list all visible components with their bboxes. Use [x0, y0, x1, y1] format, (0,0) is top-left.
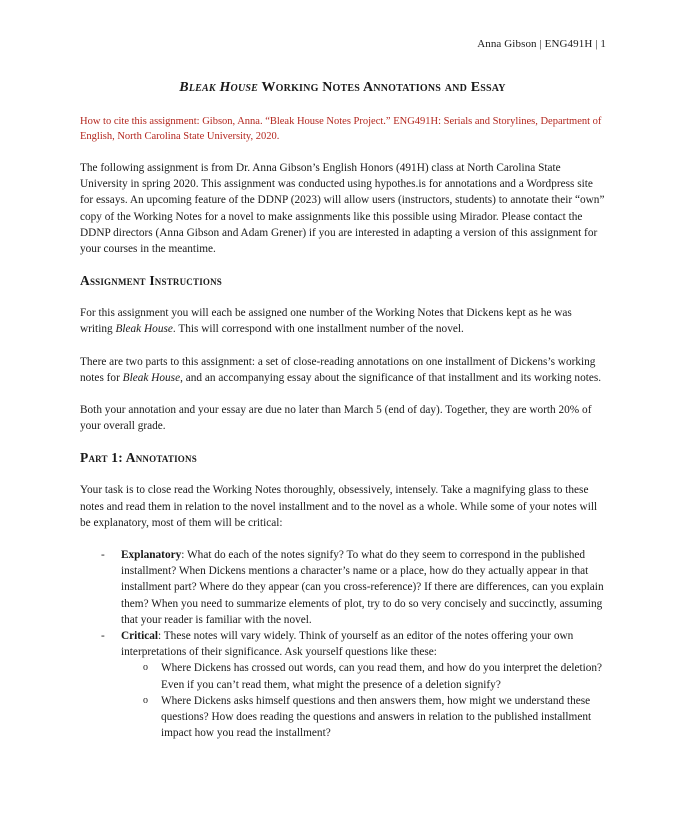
list-item-critical: [80, 628, 605, 741]
section-heading-annotations: Part 1: Annotations: [80, 450, 197, 466]
sub-list-item: [121, 660, 605, 692]
dash-bullet: -: [101, 549, 105, 562]
sub-list-item: [121, 693, 605, 742]
citation-note: How to cite this assignment: Gibson, Anna. “Bleak House Notes Project.” ENG491H: Serials and Storylines, Department of English, North Carolina State University, 2020.: [80, 116, 602, 142]
term-description: : What do each of the notes signify? To what do they seem to correspond in the published installment? When Dickens mentions a character’s name or a place, how do they actually appear in that installment part? Where do they appear (can you cross-reference)? If there are differences, can you explain them? When you need to summarize elements of plot, try to do so very concisely and succinctly, assuming that your reader is familiar with the novel.: [121, 549, 604, 626]
text-run: There are two parts to this assignment: a set of close-reading annotations on one installment of Dickens’s working notes for: [80, 355, 596, 384]
title-rest: Working Notes Annotations and Essay: [258, 80, 506, 95]
instructions-paragraph-3: Both your annotation and your essay are due no later than March 5 (end of day). Together, they are worth 20% of your overall grade.: [80, 404, 592, 433]
instructions-paragraph-1: [80, 305, 605, 337]
dash-bullet: -: [101, 630, 105, 643]
circle-bullet: o: [143, 694, 148, 706]
term-label: Explanatory: [121, 549, 182, 562]
text-run: . This will correspond with one installment number of the novel.: [172, 323, 464, 336]
section-heading-instructions: Assignment Instructions: [80, 273, 223, 289]
circle-bullet: o: [143, 662, 148, 674]
document-body: [80, 80, 605, 741]
list-item-explanatory: [80, 547, 605, 628]
text-run: For this assignment you will each be assigned one number of the Working Notes that Dickens kept as he was writing: [80, 307, 572, 336]
text-run: , and an accompanying essay about the significance of that installment and its working notes.: [180, 371, 602, 384]
sub-item-text: Where Dickens has crossed out words, can you read them, and how do you interpret the deletion? Even if you can’t read them, what might the presence of a deletion signify?: [161, 662, 603, 691]
annotation-types-list: [80, 547, 605, 741]
instructions-paragraph-2: [80, 354, 605, 386]
sub-item-text: Where Dickens asks himself questions and then answers them, how might we understand these questions? How does reading the questions and answers in relation to the published installment impact how you read the installment?: [161, 694, 592, 740]
intro-paragraph: The following assignment is from Dr. Anna Gibson’s English Honors (491H) class at North Carolina State University in spring 2020. This assignment was conducted using hypothes.is for annotations and a Wordpress site for essays. An upcoming feature of the DDNP (2023) will allow users (instructors, students) to annotate their “own” copy of the Working Notes for a novel to make assignments like this possible using Mirador. Please contact the DDNP directors (Anna Gibson and Adam Grener) if you are interested in adapting a version of this assignment for your courses in the meantime.: [80, 162, 605, 256]
document-title: [80, 80, 605, 96]
title-book-name: Bleak House: [179, 80, 259, 95]
term-description: : These notes will vary widely. Think of yourself as an editor of the notes offering your own interpretations of their significance. Ask yourself questions like these:: [121, 630, 574, 659]
book-title-italic: Bleak House: [122, 371, 181, 384]
book-title-italic: Bleak House: [115, 323, 173, 336]
annotations-paragraph: Your task is to close read the Working Notes thoroughly, obsessively, intensely. Take a magnifying glass to these notes and read them in relation to the novel installment and to the novel as a whole. While some of your notes will be explanatory, most of them will be critical:: [80, 484, 598, 529]
running-head: Anna Gibson | ENG491H | 1: [477, 38, 606, 50]
critical-questions-list: [121, 660, 605, 741]
term-label: Critical: [121, 630, 159, 643]
